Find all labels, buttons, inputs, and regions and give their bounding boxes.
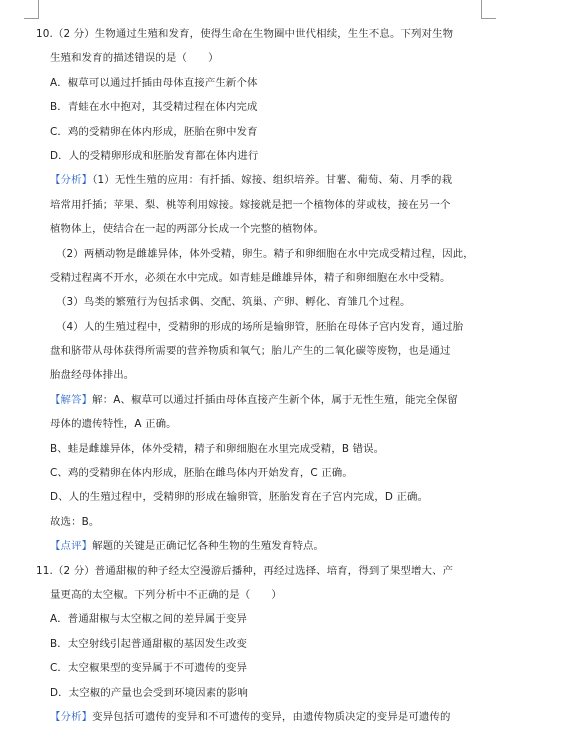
page-content	[36, 22, 494, 729]
q10-analysis-line-3: 植物体上，使结合在一起的两部分长成一个完整的植物体。	[50, 223, 325, 236]
q10-option-a: A．椒草可以通过扦插由母体直接产生新个体	[50, 76, 258, 89]
q10-option-c: C．鸡的受精卵在体内形成，胚胎在卵中发育	[50, 125, 258, 138]
q11-option-d: D．太空椒的产量也会受到环境因素的影响	[50, 686, 248, 699]
q10-answer-line-1	[36, 388, 494, 412]
q11-option-c: C．太空椒果型的变异属于不可遗传的变异	[50, 662, 248, 675]
q10-analysis-line-5: 受精过程离不开水，必须在水中完成。如青蛙是雌雄异体，精子和卵细胞在水中受精。	[50, 271, 451, 284]
q10-analysis-line-6: （3）鸟类的繁殖行为包括求偶、交配、筑巢、产卵、孵化、育雏几个过程。	[56, 296, 411, 309]
q10-stem-line-2: 生殖和发育的描述错误的是（ ）	[50, 52, 219, 65]
analysis-tag: 【分析】	[50, 174, 93, 187]
q11-option-a: A．普通甜椒与太空椒之间的差异属于变异	[50, 613, 247, 626]
analysis-text: 变异包括可遗传的变异和不可遗传的变异，由遗传物质决定的变异是可遗传的	[92, 710, 451, 723]
q10-option-b: B．青蛙在水中抱对，其受精过程在体内完成	[50, 101, 258, 114]
q10-analysis-line-4: （2）两栖动物是雌雄异体，体外受精，卵生。精子和卵细胞在水中完成受精过程，因此，	[56, 247, 474, 260]
answer-tag: 【解答】	[50, 393, 93, 406]
q10-analysis-line-2: 培常用扦插；苹果、梨、桃等利用嫁接。嫁接就是把一个植物体的芽或枝，接在另一个	[50, 198, 451, 211]
q10-answer-line-5: D、人的生殖过程中，受精卵的形成在输卵管，胚胎发育在子宫内完成，D 正确。	[50, 491, 429, 504]
analysis-tag: 【分析】	[50, 710, 93, 723]
q10-answer-line-6: 故选：B。	[50, 515, 100, 528]
q11-stem-line-1: 11.（2 分）普通甜椒的种子经太空漫游后播种，再经过选择、培育，得到了果型增大、产	[36, 564, 454, 577]
comment-text: 解题的关键是正确记忆各种生物的生殖发育特点。	[92, 540, 325, 553]
q10-answer-line-4: C、鸡的受精卵在体内形成，胚胎在雌鸟体内开始发育，C 正确。	[50, 467, 353, 480]
answer-text: 解：A、椒草可以通过扦插由母体直接产生新个体，属于无性生殖，能完全保留	[92, 393, 458, 406]
q10-analysis-line-1	[36, 168, 494, 192]
crop-mark-top-left	[24, 0, 39, 19]
q10-analysis-line-7: （4）人的生殖过程中，受精卵的形成的场所是输卵管，胚胎在母体子宫内发育，通过胎	[56, 320, 464, 333]
q10-stem-line-1: 10.（2 分）生物通过生殖和发育，使得生命在生物圈中世代相续，生生不息。下列对生物	[36, 28, 454, 40]
q11-analysis-line-1	[36, 705, 494, 729]
q11-option-b: B．太空射线引起普通甜椒的基因发生改变	[50, 637, 248, 650]
q10-comment-line	[36, 534, 494, 558]
crop-mark-top-right	[481, 0, 496, 19]
q11-stem-line-2: 量更高的太空椒。下列分析中不正确的是（ ）	[50, 588, 282, 601]
q10-analysis-line-9: 胎盘经母体排出。	[50, 369, 135, 382]
analysis-text: （1）无性生殖的应用：有扦插、嫁接、组织培养。甘薯、葡萄、菊、月季的栽	[92, 174, 453, 187]
q10-answer-line-2: 母体的遗传特性，A 正确。	[50, 418, 177, 431]
q10-option-d: D．人的受精卵形成和胚胎发育都在体内进行	[50, 149, 259, 162]
comment-tag: 【点评】	[50, 540, 93, 553]
q10-analysis-line-8: 盘和脐带从母体获得所需要的营养物质和氧气；胎儿产生的二氧化碳等废物，也是通过	[50, 345, 451, 358]
q10-answer-line-3: B、蛙是雌雄异体，体外受精，精子和卵细胞在水里完成受精，B 错误。	[50, 442, 385, 455]
